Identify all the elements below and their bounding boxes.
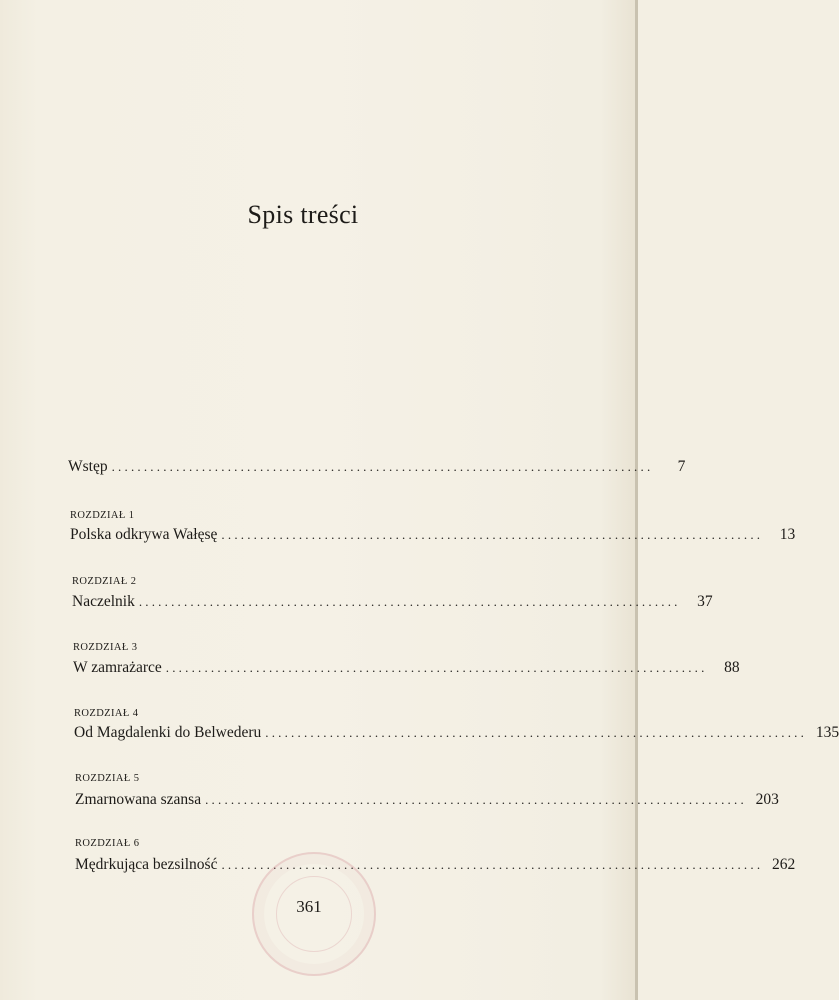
- toc-entry-chapter-1[interactable]: [70, 526, 796, 548]
- toc-entry-page: 88: [724, 659, 740, 676]
- toc-entry-page: 262: [772, 856, 796, 873]
- toc-entry-page: 135: [815, 724, 839, 741]
- toc-entry-chapter-3[interactable]: [73, 659, 740, 681]
- toc-entry-title: Naczelnik: [72, 593, 135, 610]
- toc-leader-dots: ....................................................................................: [265, 725, 808, 740]
- chapter-label-4: ROZDZIAŁ 4: [74, 708, 139, 719]
- toc-entry-page: 7: [677, 458, 686, 475]
- toc-entry-title: Zmarnowana szansa: [75, 791, 202, 808]
- toc-entry-title: Wstęp: [68, 458, 108, 475]
- toc-entry-intro[interactable]: [68, 458, 686, 480]
- toc-entry-title: Polska odkrywa Wałęsę: [70, 526, 218, 543]
- chapter-label-3: ROZDZIAŁ 3: [73, 642, 138, 653]
- chapter-label-5: ROZDZIAŁ 5: [75, 773, 140, 784]
- toc-leader-dots: ....................................................................................: [165, 660, 708, 675]
- toc-entry-title: Od Magdalenki do Belwederu: [74, 724, 262, 741]
- page-title: Spis treści: [247, 200, 359, 229]
- toc-entry-chapter-2[interactable]: [72, 593, 713, 615]
- toc-entry-chapter-4[interactable]: [74, 724, 839, 746]
- toc-leader-dots: ....................................................................................: [205, 792, 747, 807]
- toc-leader-dots: ....................................................................................: [221, 527, 764, 542]
- toc-entry-page: 37: [697, 593, 713, 610]
- toc-entry-chapter-5[interactable]: [75, 791, 779, 813]
- page-number: 361: [296, 897, 322, 916]
- toc-entry-title: Mędrkująca bezsilność: [75, 856, 218, 873]
- chapter-label-2: ROZDZIAŁ 2: [72, 576, 137, 587]
- toc-leader-dots: ....................................................................................: [221, 857, 764, 872]
- toc-leader-dots: ....................................................................................: [138, 594, 681, 609]
- chapter-label-6: ROZDZIAŁ 6: [75, 838, 140, 849]
- chapter-label-1: ROZDZIAŁ 1: [70, 510, 135, 521]
- toc-entry-page: 13: [779, 526, 796, 543]
- toc-entry-page: 203: [755, 791, 779, 808]
- toc-leader-dots: ....................................................................................: [111, 459, 654, 474]
- toc-entry-title: W zamrażarce: [73, 659, 162, 676]
